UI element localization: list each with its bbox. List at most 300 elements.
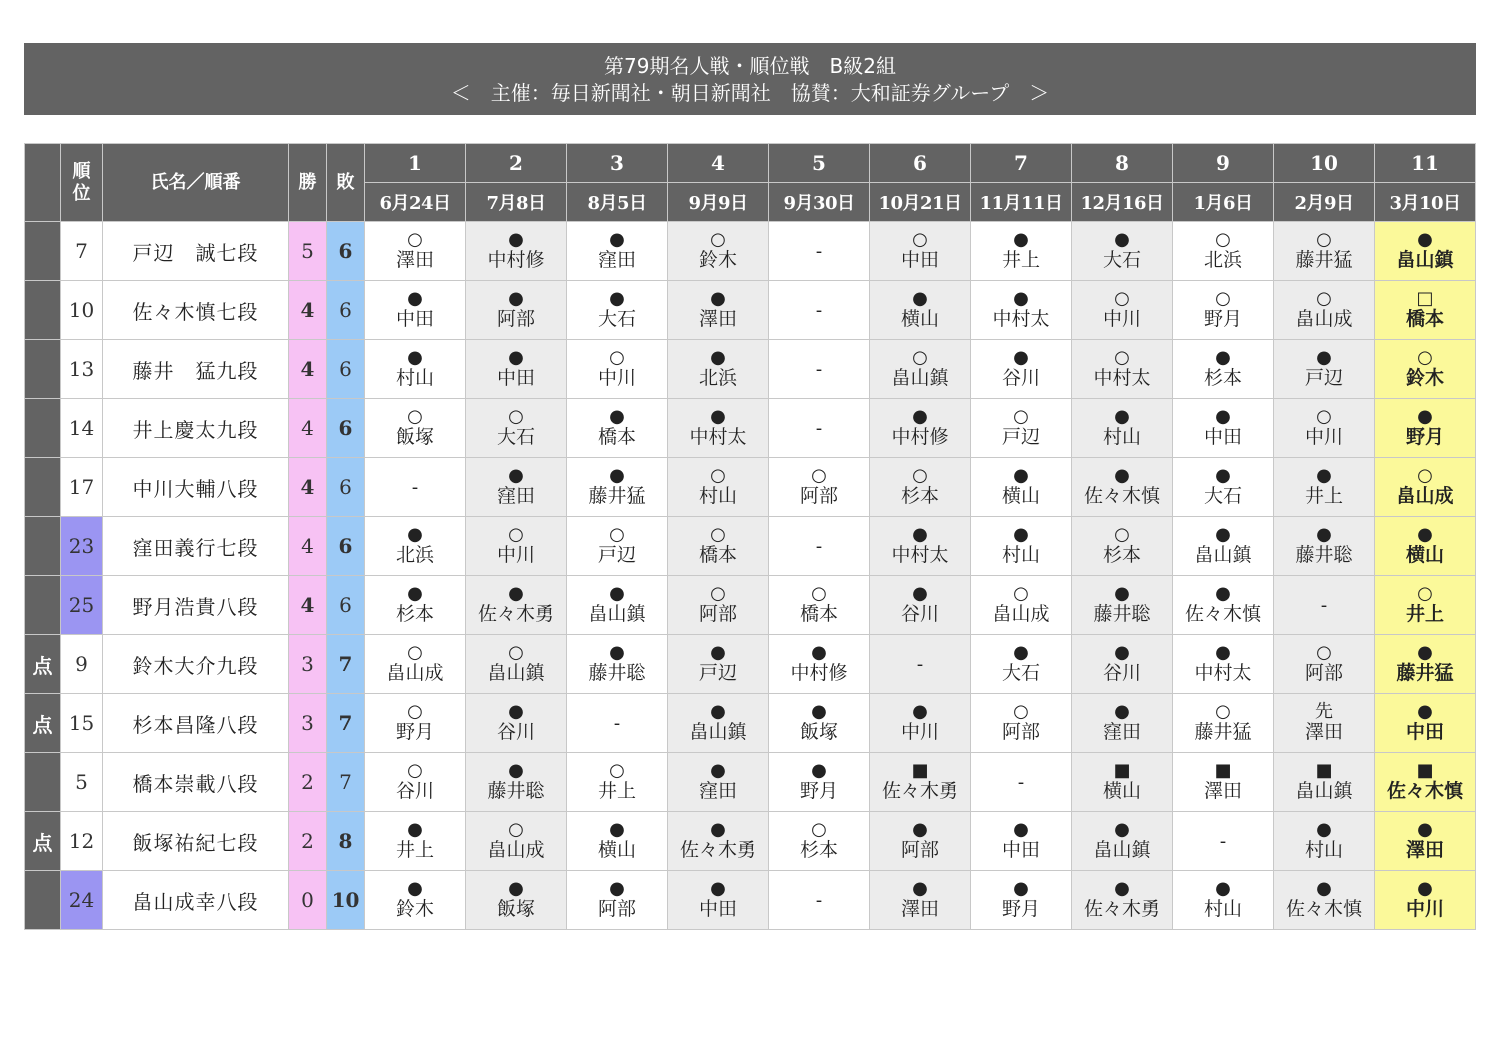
game-cell-round-5 <box>769 635 870 694</box>
result-mark: ■ <box>911 760 929 781</box>
opponent-name: 大石 <box>496 426 535 448</box>
game-cell-round-4 <box>668 340 769 399</box>
result-mark: ■ <box>1315 760 1333 781</box>
opponent-name: 谷川 <box>496 721 535 743</box>
opponent-name: 中村太 <box>992 308 1050 330</box>
game-cell-round-3 <box>567 635 668 694</box>
round-number-2: 2 <box>466 144 567 183</box>
result-mark: ● <box>609 642 625 663</box>
player-name: 藤井 猛九段 <box>103 340 289 399</box>
result-mark: ● <box>1114 229 1130 250</box>
result-mark: ○ <box>1215 288 1231 309</box>
demotion-point-cell <box>25 281 61 340</box>
result-mark: ○ <box>407 229 423 250</box>
game-cell-round-6 <box>870 340 971 399</box>
game-cell-round-7 <box>971 222 1072 281</box>
losses-cell: 6 <box>327 399 365 458</box>
game-cell-round-8 <box>1072 517 1173 576</box>
opponent-name: 中田 <box>395 308 434 330</box>
result-mark: ○ <box>508 524 524 545</box>
opponent-name: 野月 <box>799 780 838 802</box>
result-mark: ● <box>508 878 524 899</box>
opponent-name: 村山 <box>1304 839 1343 861</box>
table-row <box>25 753 1476 812</box>
rank-cell: 24 <box>61 871 103 930</box>
game-cell-round-7 <box>971 753 1072 812</box>
round-date-10: 2月9日 <box>1274 183 1375 222</box>
opponent-name: 畠山鎮 <box>1295 780 1353 802</box>
game-cell-round-1 <box>365 871 466 930</box>
opponent-name: 中村太 <box>689 426 747 448</box>
opponent-name: 村山 <box>395 367 434 389</box>
opponent-name: 畠山鎮 <box>689 721 747 743</box>
result-mark: ● <box>710 347 726 368</box>
opponent-name: 橋本 <box>597 426 636 448</box>
round-date-11: 3月10日 <box>1375 183 1476 222</box>
result-mark: ● <box>811 760 827 781</box>
result-mark: ○ <box>710 524 726 545</box>
game-cell-round-11 <box>1375 222 1476 281</box>
result-mark: ● <box>1417 524 1433 545</box>
table-row <box>25 340 1476 399</box>
result-mark: ● <box>508 583 524 604</box>
player-name: 戸辺 誠七段 <box>103 222 289 281</box>
rank-cell: 23 <box>61 517 103 576</box>
opponent-name: 橋本 <box>1405 308 1444 330</box>
game-cell-round-1 <box>365 576 466 635</box>
game-cell-round-10 <box>1274 340 1375 399</box>
result-mark: ● <box>1417 701 1433 722</box>
player-name: 井上慶太九段 <box>103 399 289 458</box>
game-cell-round-11 <box>1375 694 1476 753</box>
game-cell-round-5 <box>769 340 870 399</box>
game-cell-round-3 <box>567 517 668 576</box>
opponent-name: 佐々木慎 <box>1285 898 1362 920</box>
game-cell-round-6 <box>870 399 971 458</box>
game-cell-round-4 <box>668 812 769 871</box>
result-mark: ○ <box>710 229 726 250</box>
game-cell-round-6 <box>870 222 971 281</box>
game-cell-round-1 <box>365 222 466 281</box>
opponent-name: 澤田 <box>1405 839 1444 861</box>
player-name: 中川大輔八段 <box>103 458 289 517</box>
losses-cell: 6 <box>327 576 365 635</box>
result-mark: ● <box>508 701 524 722</box>
opponent-name: 中村太 <box>1093 367 1151 389</box>
game-cell-round-7 <box>971 576 1072 635</box>
game-cell-round-2 <box>466 753 567 812</box>
opponent-name: 藤井猛 <box>1194 721 1252 743</box>
round-date-1: 6月24日 <box>365 183 466 222</box>
round-number-6: 6 <box>870 144 971 183</box>
opponent-name: 村山 <box>698 485 737 507</box>
rank-cell: 13 <box>61 340 103 399</box>
opponent-name: 北浜 <box>395 544 434 566</box>
game-cell-round-11 <box>1375 340 1476 399</box>
round-date-9: 1月6日 <box>1173 183 1274 222</box>
no-game-dash: - <box>411 476 419 498</box>
result-mark: ○ <box>710 465 726 486</box>
result-mark: ○ <box>508 406 524 427</box>
result-mark: ○ <box>407 406 423 427</box>
result-mark: ● <box>1215 642 1231 663</box>
result-mark: ○ <box>1013 701 1029 722</box>
result-mark: ● <box>912 701 928 722</box>
opponent-name: 飯塚 <box>395 426 434 448</box>
game-cell-round-9 <box>1173 871 1274 930</box>
game-cell-round-10 <box>1274 399 1375 458</box>
result-mark: ○ <box>912 229 928 250</box>
game-cell-round-5 <box>769 812 870 871</box>
header-row-rounds <box>25 144 1476 183</box>
game-cell-round-3 <box>567 812 668 871</box>
opponent-name: 畠山成 <box>386 662 444 684</box>
opponent-name: 中田 <box>496 367 535 389</box>
game-cell-round-8 <box>1072 340 1173 399</box>
opponent-name: 飯塚 <box>799 721 838 743</box>
result-mark: ● <box>1013 465 1029 486</box>
result-mark: ● <box>508 347 524 368</box>
table-row <box>25 399 1476 458</box>
header-losses: 敗 <box>327 144 365 222</box>
result-mark: ● <box>1114 878 1130 899</box>
result-mark: ● <box>1013 229 1029 250</box>
losses-cell: 6 <box>327 340 365 399</box>
result-mark: ○ <box>912 347 928 368</box>
demotion-point-cell: 点 <box>25 694 61 753</box>
table-row <box>25 812 1476 871</box>
rank-cell: 9 <box>61 635 103 694</box>
opponent-name: 井上 <box>395 839 434 861</box>
round-number-8: 8 <box>1072 144 1173 183</box>
result-mark: ● <box>1417 642 1433 663</box>
opponent-name: 畠山鎮 <box>1093 839 1151 861</box>
result-mark: ● <box>1316 347 1332 368</box>
rank-cell: 15 <box>61 694 103 753</box>
losses-cell: 6 <box>327 281 365 340</box>
game-cell-round-1 <box>365 517 466 576</box>
opponent-name: 畠山成 <box>1396 485 1454 507</box>
game-cell-round-4 <box>668 753 769 812</box>
result-mark: ● <box>1013 524 1029 545</box>
opponent-name: 藤井猛 <box>588 485 646 507</box>
wins-cell: 4 <box>289 576 327 635</box>
game-cell-round-8 <box>1072 812 1173 871</box>
result-mark: ● <box>1114 701 1130 722</box>
opponent-name: 横山 <box>597 839 636 861</box>
result-mark: ○ <box>1114 288 1130 309</box>
game-cell-round-8 <box>1072 576 1173 635</box>
player-name: 鈴木大介九段 <box>103 635 289 694</box>
result-mark: ○ <box>609 347 625 368</box>
losses-cell: 8 <box>327 812 365 871</box>
demotion-point-cell <box>25 517 61 576</box>
opponent-name: 中村太 <box>1194 662 1252 684</box>
game-cell-round-7 <box>971 694 1072 753</box>
result-mark: ○ <box>508 819 524 840</box>
round-number-11: 11 <box>1375 144 1476 183</box>
game-cell-round-1 <box>365 340 466 399</box>
wins-cell: 2 <box>289 753 327 812</box>
table-row <box>25 517 1476 576</box>
opponent-name: 鈴木 <box>395 898 434 920</box>
losses-cell: 10 <box>327 871 365 930</box>
opponent-name: 阿部 <box>900 839 939 861</box>
wins-cell: 4 <box>289 399 327 458</box>
table-row <box>25 635 1476 694</box>
game-cell-round-4 <box>668 222 769 281</box>
opponent-name: 畠山成 <box>1295 308 1353 330</box>
game-cell-round-10 <box>1274 222 1375 281</box>
wins-cell: 3 <box>289 635 327 694</box>
opponent-name: 阿部 <box>1304 662 1343 684</box>
opponent-name: 戸辺 <box>1001 426 1040 448</box>
opponent-name: 畠山鎮 <box>891 367 949 389</box>
player-name: 橋本崇載八段 <box>103 753 289 812</box>
game-cell-round-9 <box>1173 399 1274 458</box>
no-game-dash: - <box>815 417 823 439</box>
opponent-name: 畠山鎮 <box>1194 544 1252 566</box>
opponent-name: 横山 <box>900 308 939 330</box>
result-mark: 先 <box>1315 701 1333 722</box>
opponent-name: 中田 <box>1203 426 1242 448</box>
game-cell-round-9 <box>1173 694 1274 753</box>
game-cell-round-10 <box>1274 458 1375 517</box>
result-mark: ○ <box>407 760 423 781</box>
opponent-name: 佐々木勇 <box>881 780 958 802</box>
game-cell-round-5 <box>769 576 870 635</box>
round-date-4: 9月9日 <box>668 183 769 222</box>
game-cell-round-6 <box>870 753 971 812</box>
result-mark: ○ <box>609 524 625 545</box>
opponent-name: 中川 <box>597 367 636 389</box>
game-cell-round-9 <box>1173 222 1274 281</box>
opponent-name: 佐々木慎 <box>1184 603 1261 625</box>
no-game-dash: - <box>613 712 621 734</box>
game-cell-round-9 <box>1173 635 1274 694</box>
opponent-name: 窪田 <box>496 485 535 507</box>
player-name: 畠山成幸八段 <box>103 871 289 930</box>
round-date-8: 12月16日 <box>1072 183 1173 222</box>
game-cell-round-11 <box>1375 871 1476 930</box>
opponent-name: 橋本 <box>698 544 737 566</box>
losses-cell: 6 <box>327 517 365 576</box>
game-cell-round-11 <box>1375 458 1476 517</box>
opponent-name: 谷川 <box>1102 662 1141 684</box>
result-mark: ○ <box>1215 229 1231 250</box>
result-mark: ● <box>1316 465 1332 486</box>
result-mark: ○ <box>1316 642 1332 663</box>
opponent-name: 阿部 <box>799 485 838 507</box>
opponent-name: 井上 <box>1001 249 1040 271</box>
game-cell-round-8 <box>1072 635 1173 694</box>
opponent-name: 中村太 <box>891 544 949 566</box>
result-mark: ○ <box>811 583 827 604</box>
game-cell-round-8 <box>1072 222 1173 281</box>
game-cell-round-2 <box>466 340 567 399</box>
game-cell-round-6 <box>870 458 971 517</box>
result-mark: ● <box>710 642 726 663</box>
game-cell-round-9 <box>1173 517 1274 576</box>
opponent-name: 中川 <box>1304 426 1343 448</box>
game-cell-round-1 <box>365 753 466 812</box>
result-mark: ● <box>1215 524 1231 545</box>
result-mark: ● <box>811 701 827 722</box>
result-mark: ● <box>912 583 928 604</box>
opponent-name: 佐々木勇 <box>477 603 554 625</box>
result-mark: ○ <box>811 819 827 840</box>
game-cell-round-2 <box>466 222 567 281</box>
result-mark: ○ <box>609 760 625 781</box>
game-cell-round-3 <box>567 753 668 812</box>
result-mark: ● <box>609 878 625 899</box>
opponent-name: 中田 <box>900 249 939 271</box>
game-cell-round-2 <box>466 871 567 930</box>
result-mark: ● <box>1013 642 1029 663</box>
game-cell-round-7 <box>971 281 1072 340</box>
opponent-name: 中田 <box>698 898 737 920</box>
round-number-5: 5 <box>769 144 870 183</box>
no-game-dash: - <box>815 299 823 321</box>
losses-cell: 7 <box>327 753 365 812</box>
result-mark: ● <box>1013 347 1029 368</box>
table-row <box>25 281 1476 340</box>
game-cell-round-5 <box>769 222 870 281</box>
game-cell-round-9 <box>1173 753 1274 812</box>
opponent-name: 畠山成 <box>992 603 1050 625</box>
opponent-name: 井上 <box>597 780 636 802</box>
game-cell-round-10 <box>1274 517 1375 576</box>
game-cell-round-4 <box>668 517 769 576</box>
result-mark: ○ <box>407 642 423 663</box>
result-mark: ● <box>407 878 423 899</box>
result-mark: ● <box>1114 819 1130 840</box>
game-cell-round-5 <box>769 694 870 753</box>
game-cell-round-4 <box>668 399 769 458</box>
round-date-3: 8月5日 <box>567 183 668 222</box>
table-row <box>25 576 1476 635</box>
opponent-name: 藤井猛 <box>1396 662 1454 684</box>
game-cell-round-2 <box>466 458 567 517</box>
result-mark: ● <box>407 347 423 368</box>
rank-cell: 14 <box>61 399 103 458</box>
opponent-name: 野月 <box>1001 898 1040 920</box>
rank-cell: 25 <box>61 576 103 635</box>
table-row <box>25 222 1476 281</box>
opponent-name: 鈴木 <box>698 249 737 271</box>
opponent-name: 阿部 <box>1001 721 1040 743</box>
game-cell-round-11 <box>1375 576 1476 635</box>
opponent-name: 井上 <box>1304 485 1343 507</box>
round-number-1: 1 <box>365 144 466 183</box>
demotion-point-cell <box>25 871 61 930</box>
wins-cell: 4 <box>289 281 327 340</box>
result-mark: ■ <box>1416 760 1434 781</box>
result-mark: ● <box>609 229 625 250</box>
opponent-name: 窪田 <box>698 780 737 802</box>
opponent-name: 澤田 <box>1304 721 1343 743</box>
opponent-name: 藤井聡 <box>1295 544 1353 566</box>
result-mark: ● <box>1114 642 1130 663</box>
demotion-point-cell <box>25 458 61 517</box>
opponent-name: 藤井聡 <box>1093 603 1151 625</box>
game-cell-round-6 <box>870 635 971 694</box>
opponent-name: 藤井聡 <box>588 662 646 684</box>
game-cell-round-11 <box>1375 812 1476 871</box>
opponent-name: 横山 <box>1102 780 1141 802</box>
game-cell-round-3 <box>567 281 668 340</box>
result-mark: ● <box>609 819 625 840</box>
game-cell-round-8 <box>1072 399 1173 458</box>
no-game-dash: - <box>815 535 823 557</box>
game-cell-round-1 <box>365 458 466 517</box>
opponent-name: 中川 <box>1405 898 1444 920</box>
opponent-name: 戸辺 <box>698 662 737 684</box>
rank-cell: 7 <box>61 222 103 281</box>
result-mark: ○ <box>1114 347 1130 368</box>
round-date-7: 11月11日 <box>971 183 1072 222</box>
result-mark: ● <box>1316 819 1332 840</box>
opponent-name: 村山 <box>1001 544 1040 566</box>
page-subtitle: ＜ 主催：毎日新聞社・朝日新聞社 協賛：大和証券グループ ＞ <box>450 81 1050 105</box>
losses-cell: 6 <box>327 458 365 517</box>
demotion-point-cell <box>25 753 61 812</box>
demotion-point-cell <box>25 576 61 635</box>
game-cell-round-3 <box>567 694 668 753</box>
result-mark: ○ <box>1215 701 1231 722</box>
result-mark: ● <box>1417 406 1433 427</box>
game-cell-round-8 <box>1072 753 1173 812</box>
game-cell-round-5 <box>769 871 870 930</box>
game-cell-round-11 <box>1375 635 1476 694</box>
header-wins: 勝 <box>289 144 327 222</box>
game-cell-round-7 <box>971 340 1072 399</box>
opponent-name: 谷川 <box>1001 367 1040 389</box>
game-cell-round-2 <box>466 812 567 871</box>
game-cell-round-9 <box>1173 340 1274 399</box>
result-mark: ● <box>1114 583 1130 604</box>
round-date-2: 7月8日 <box>466 183 567 222</box>
opponent-name: 大石 <box>1001 662 1040 684</box>
table-row <box>25 871 1476 930</box>
game-cell-round-6 <box>870 694 971 753</box>
game-cell-round-5 <box>769 753 870 812</box>
opponent-name: 北浜 <box>1203 249 1242 271</box>
game-cell-round-7 <box>971 458 1072 517</box>
result-mark: ● <box>1417 819 1433 840</box>
result-mark: ● <box>710 406 726 427</box>
game-cell-round-6 <box>870 576 971 635</box>
opponent-name: 藤井猛 <box>1295 249 1353 271</box>
no-game-dash: - <box>1219 830 1227 852</box>
opponent-name: 中村修 <box>790 662 848 684</box>
wins-cell: 0 <box>289 871 327 930</box>
opponent-name: 畠山鎮 <box>487 662 545 684</box>
wins-cell: 5 <box>289 222 327 281</box>
header-rank: 順 位 <box>61 144 103 222</box>
result-mark: ○ <box>508 642 524 663</box>
result-mark: ● <box>1215 465 1231 486</box>
game-cell-round-8 <box>1072 458 1173 517</box>
opponent-name: 中川 <box>496 544 535 566</box>
game-cell-round-1 <box>365 399 466 458</box>
opponent-name: 畠山成 <box>487 839 545 861</box>
opponent-name: 野月 <box>1203 308 1242 330</box>
opponent-name: 横山 <box>1001 485 1040 507</box>
game-cell-round-3 <box>567 340 668 399</box>
opponent-name: 大石 <box>1102 249 1141 271</box>
game-cell-round-10 <box>1274 281 1375 340</box>
